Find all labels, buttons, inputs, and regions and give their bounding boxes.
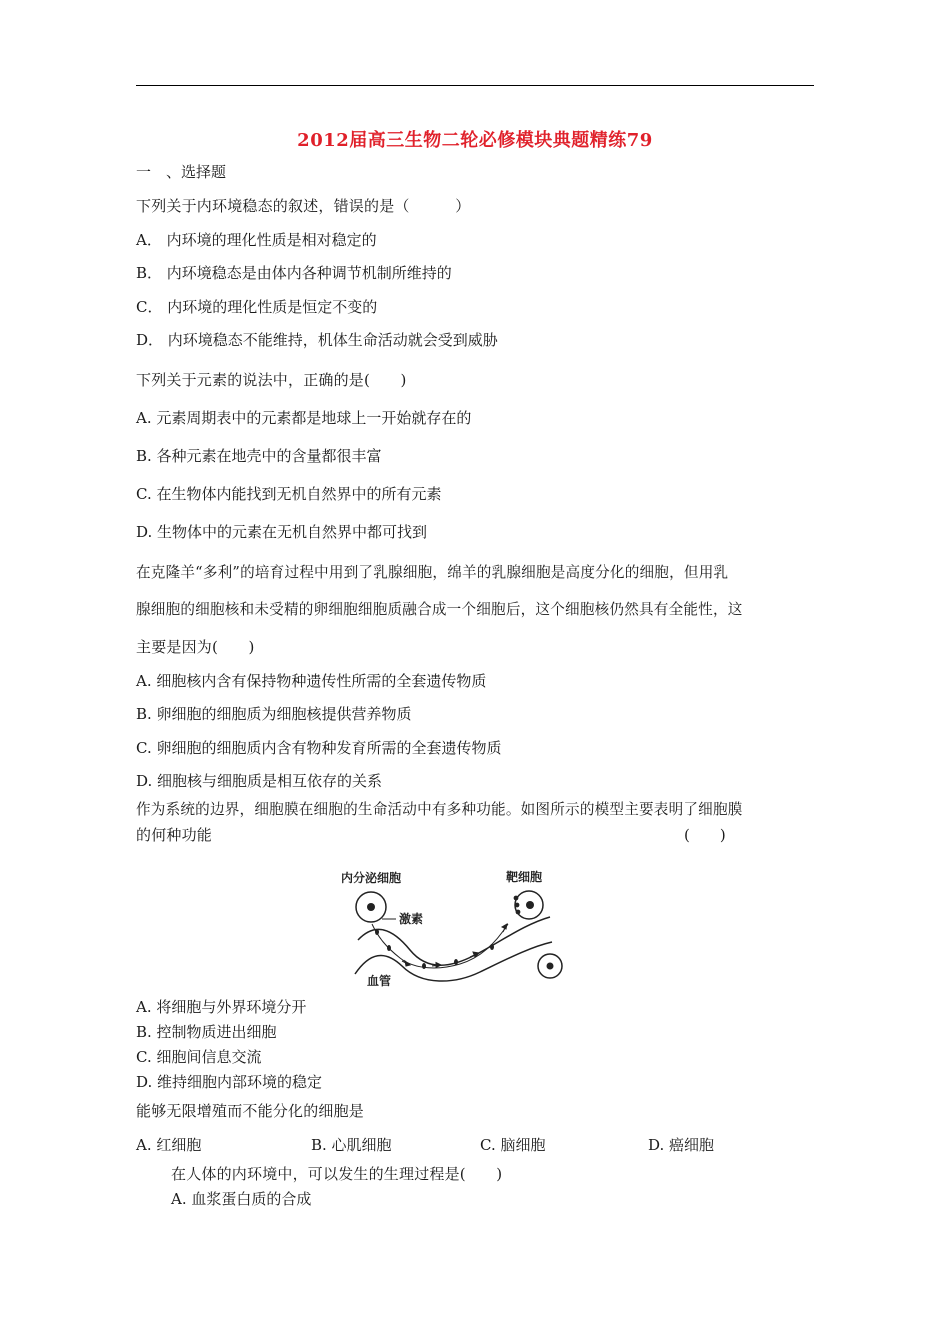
question-4-stem-line-1: 作为系统的边界，细胞膜在细胞的生命活动中有多种功能。如图所示的模型主要表明了细胞膜: [136, 801, 743, 818]
question-2-option-d: D. 生物体中的元素在无机自然界中都可找到: [136, 523, 428, 541]
target-cell-label: 靶细胞: [506, 870, 543, 884]
question-5-option-c: C. 脑细胞: [480, 1136, 546, 1154]
question-5-option-a: A. 红细胞: [136, 1136, 202, 1154]
question-2-option-a: A. 元素周期表中的元素都是地球上一开始就存在的: [136, 409, 472, 427]
question-3-stem-line-2: 腺细胞的细胞核和未受精的卵细胞细胞质融合成一个细胞后，这个细胞核仍然具有全能性，这: [136, 601, 743, 618]
question-3-stem-line-3: 主要是因为( ): [136, 638, 255, 656]
header-rule: [136, 85, 814, 86]
hormone-path: [372, 924, 508, 968]
other-cell: [538, 954, 562, 978]
question-5-option-d: D. 癌细胞: [648, 1136, 715, 1154]
question-1-option-d: D． 内环境稳态不能维持，机体生命活动就会受到威胁: [136, 331, 498, 349]
document-title: 2012届高三生物二轮必修模块典题精练79: [297, 130, 653, 151]
question-6-option-a: A. 血浆蛋白质的合成: [171, 1190, 312, 1208]
question-5-stem: 能够无限增殖而不能分化的细胞是: [136, 1102, 365, 1120]
question-4-option-c: C. 细胞间信息交流: [136, 1048, 262, 1066]
question-2-stem: 下列关于元素的说法中，正确的是( ): [136, 371, 407, 389]
hormone-molecules: [375, 929, 494, 969]
question-2-option-c: C. 在生物体内能找到无机自然界中的所有元素: [136, 485, 442, 503]
question-1-option-b: B． 内环境稳态是由体内各种调节机制所维持的: [136, 264, 452, 282]
question-3-option-c: C. 卵细胞的细胞质内含有物种发育所需的全套遗传物质: [136, 739, 502, 757]
question-3-option-a: A. 细胞核内含有保持物种遗传性所需的全套遗传物质: [136, 672, 487, 690]
question-4-stem-line-2: 的何种功能: [136, 826, 213, 844]
question-1-option-c: C． 内环境的理化性质是恒定不变的: [136, 298, 378, 316]
target-cell: [514, 891, 543, 919]
question-4-option-b: B. 控制物质进出细胞: [136, 1023, 277, 1041]
hormone-label: 激素: [399, 912, 424, 926]
question-4-option-d: D. 维持细胞内部环境的稳定: [136, 1073, 323, 1091]
question-3-option-b: B. 卵细胞的细胞质为细胞核提供营养物质: [136, 705, 412, 723]
hormone-transport-figure: [330, 862, 580, 992]
endocrine-cell: [356, 892, 386, 922]
question-6-stem: 在人体的内环境中，可以发生的生理过程是( ): [171, 1165, 503, 1183]
endocrine-cell-label: 内分泌细胞: [341, 871, 402, 885]
section-heading: 一 、选择题: [136, 163, 227, 181]
vessel-label: 血管: [367, 974, 392, 988]
question-2-option-b: B. 各种元素在地壳中的含量都很丰富: [136, 447, 382, 465]
question-4-option-a: A. 将细胞与外界环境分开: [136, 998, 307, 1016]
question-4-answer-bracket: ( ): [684, 826, 726, 844]
question-1-stem: 下列关于内环境稳态的叙述，错误的是（ ）: [136, 197, 471, 215]
blood-vessel: [355, 917, 552, 981]
question-5-option-b: B. 心肌细胞: [311, 1136, 392, 1154]
question-1-option-a: A． 内环境的理化性质是相对稳定的: [136, 231, 377, 249]
question-3-option-d: D. 细胞核与细胞质是相互依存的关系: [136, 772, 383, 790]
question-3-stem-line-1: 在克隆羊“多利”的培育过程中用到了乳腺细胞，绵羊的乳腺细胞是高度分化的细胞，但用乳: [136, 564, 729, 581]
